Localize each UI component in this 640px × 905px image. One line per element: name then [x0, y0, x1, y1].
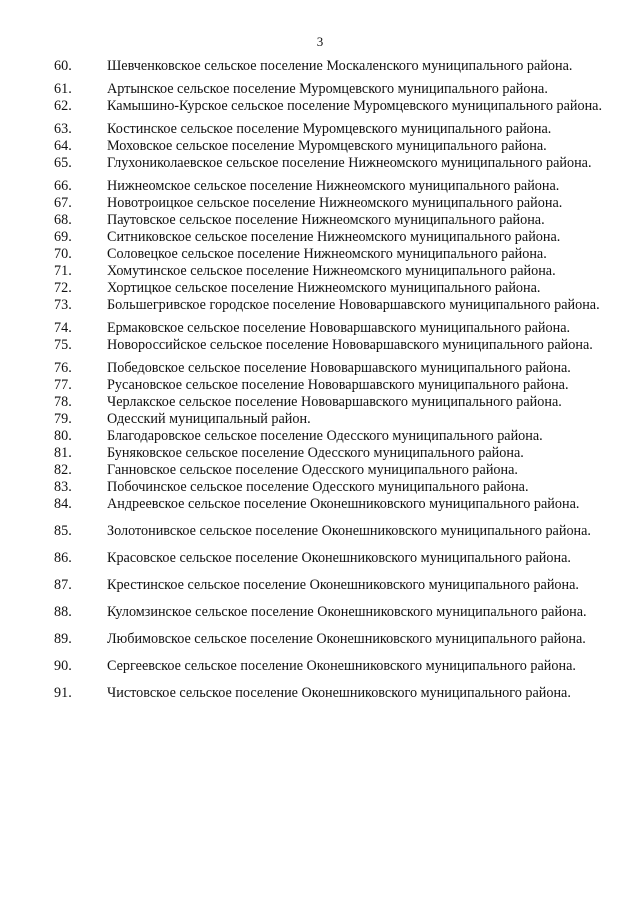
- list-item: [54, 394, 612, 411]
- item-number: 67.: [54, 195, 72, 211]
- item-number: 64.: [54, 138, 72, 154]
- list-item: [54, 604, 612, 621]
- list-item: [54, 138, 612, 155]
- item-text: Золотонивское сельское поселение Оконешниковского муниципального района.: [107, 523, 591, 539]
- item-number: 62.: [54, 98, 72, 114]
- list-item: [54, 320, 612, 337]
- list-item: [54, 81, 612, 98]
- item-number: 71.: [54, 263, 72, 279]
- item-number: 60.: [54, 58, 72, 74]
- list-item: [54, 550, 612, 567]
- item-number: 74.: [54, 320, 72, 336]
- list-item: [54, 445, 612, 462]
- item-text: Одесский муниципальный район.: [107, 411, 311, 427]
- item-number: 70.: [54, 246, 72, 262]
- item-text: Хортицкое сельское поселение Нижнеомского муниципального района.: [107, 280, 541, 296]
- list-item: [54, 58, 612, 75]
- list-item: [54, 280, 612, 297]
- list-item: [54, 337, 612, 354]
- list-item: [54, 246, 612, 263]
- page-number: 3: [316, 34, 324, 49]
- item-number: 76.: [54, 360, 72, 376]
- list-item: [54, 411, 612, 428]
- item-text: Новотроицкое сельское поселение Нижнеомского муниципального района.: [107, 195, 563, 211]
- item-number: 77.: [54, 377, 72, 393]
- item-number: 89.: [54, 631, 72, 647]
- list-item: [54, 98, 612, 115]
- item-text: Ермаковское сельское поселение Нововаршавского муниципального района.: [107, 320, 571, 336]
- list-item: [54, 360, 612, 377]
- item-text: Камышино-Курское сельское поселение Муромцевского муниципального района.: [107, 98, 603, 114]
- list-item: [54, 685, 612, 702]
- list-item: [54, 155, 612, 172]
- item-text: Андреевское сельское поселение Оконешниковского муниципального района.: [107, 496, 580, 512]
- list-item: [54, 577, 612, 594]
- list-item: [54, 658, 612, 675]
- item-text: Куломзинское сельское поселение Оконешниковского муниципального района.: [107, 604, 587, 620]
- item-text: Соловецкое сельское поселение Нижнеомского муниципального района.: [107, 246, 547, 262]
- item-number: 79.: [54, 411, 72, 427]
- item-number: 68.: [54, 212, 72, 228]
- list-item: [54, 462, 612, 479]
- item-text: Буняковское сельское поселение Одесского муниципального района.: [107, 445, 524, 461]
- item-number: 88.: [54, 604, 72, 620]
- item-number: 73.: [54, 297, 72, 313]
- item-number: 83.: [54, 479, 72, 495]
- item-text: Новороссийское сельское поселение Нововаршавского муниципального района.: [107, 337, 593, 353]
- item-number: 65.: [54, 155, 72, 171]
- item-text: Хомутинское сельское поселение Нижнеомского муниципального района.: [107, 263, 556, 279]
- item-number: 66.: [54, 178, 72, 194]
- item-text: Нижнеомское сельское поселение Нижнеомского муниципального района.: [107, 178, 560, 194]
- item-text: Сергеевское сельское поселение Оконешниковского муниципального района.: [107, 658, 576, 674]
- item-number: 81.: [54, 445, 72, 461]
- item-number: 86.: [54, 550, 72, 566]
- item-text: Черлакское сельское поселение Нововаршавского муниципального района.: [107, 394, 562, 410]
- list-item: [54, 263, 612, 280]
- item-text: Моховское сельское поселение Муромцевского муниципального района.: [107, 138, 547, 154]
- item-number: 90.: [54, 658, 72, 674]
- list-item: [54, 121, 612, 138]
- item-text: Победовское сельское поселение Нововаршавского муниципального района.: [107, 360, 571, 376]
- item-number: 69.: [54, 229, 72, 245]
- item-text: Благодаровское сельское поселение Одесского муниципального района.: [107, 428, 543, 444]
- list-item: [54, 229, 612, 246]
- item-text: Глухониколаевское сельское поселение Нижнеомского муниципального района.: [107, 155, 592, 171]
- item-text: Паутовское сельское поселение Нижнеомского муниципального района.: [107, 212, 545, 228]
- item-number: 61.: [54, 81, 72, 97]
- settlement-list: [54, 58, 612, 712]
- item-number: 84.: [54, 496, 72, 512]
- item-text: Большегривское городское поселение Нововаршавского муниципального района.: [107, 297, 600, 313]
- item-number: 82.: [54, 462, 72, 478]
- item-text: Русановское сельское поселение Нововаршавского муниципального района.: [107, 377, 569, 393]
- list-item: [54, 496, 612, 513]
- item-number: 63.: [54, 121, 72, 137]
- item-text: Побочинское сельское поселение Одесского муниципального района.: [107, 479, 529, 495]
- item-text: Ганновское сельское поселение Одесского муниципального района.: [107, 462, 518, 478]
- item-number: 78.: [54, 394, 72, 410]
- item-text: Артынское сельское поселение Муромцевского муниципального района.: [107, 81, 548, 97]
- list-item: [54, 479, 612, 496]
- item-text: Крестинское сельское поселение Оконешниковского муниципального района.: [107, 577, 579, 593]
- item-text: Ситниковское сельское поселение Нижнеомского муниципального района.: [107, 229, 561, 245]
- item-text: Любимовское сельское поселение Оконешниковского муниципального района.: [107, 631, 586, 647]
- list-item: [54, 178, 612, 195]
- item-text: Шевченковское сельское поселение Москаленского муниципального района.: [107, 58, 573, 74]
- item-number: 87.: [54, 577, 72, 593]
- list-item: [54, 523, 612, 540]
- list-item: [54, 212, 612, 229]
- item-text: Красовское сельское поселение Оконешниковского муниципального района.: [107, 550, 571, 566]
- item-number: 72.: [54, 280, 72, 296]
- list-item: [54, 377, 612, 394]
- item-number: 85.: [54, 523, 72, 539]
- item-text: Костинское сельское поселение Муромцевского муниципального района.: [107, 121, 552, 137]
- list-item: [54, 428, 612, 445]
- list-item: [54, 297, 612, 314]
- item-text: Чистовское сельское поселение Оконешниковского муниципального района.: [107, 685, 571, 701]
- item-number: 80.: [54, 428, 72, 444]
- item-number: 75.: [54, 337, 72, 353]
- item-number: 91.: [54, 685, 72, 701]
- list-item: [54, 631, 612, 648]
- list-item: [54, 195, 612, 212]
